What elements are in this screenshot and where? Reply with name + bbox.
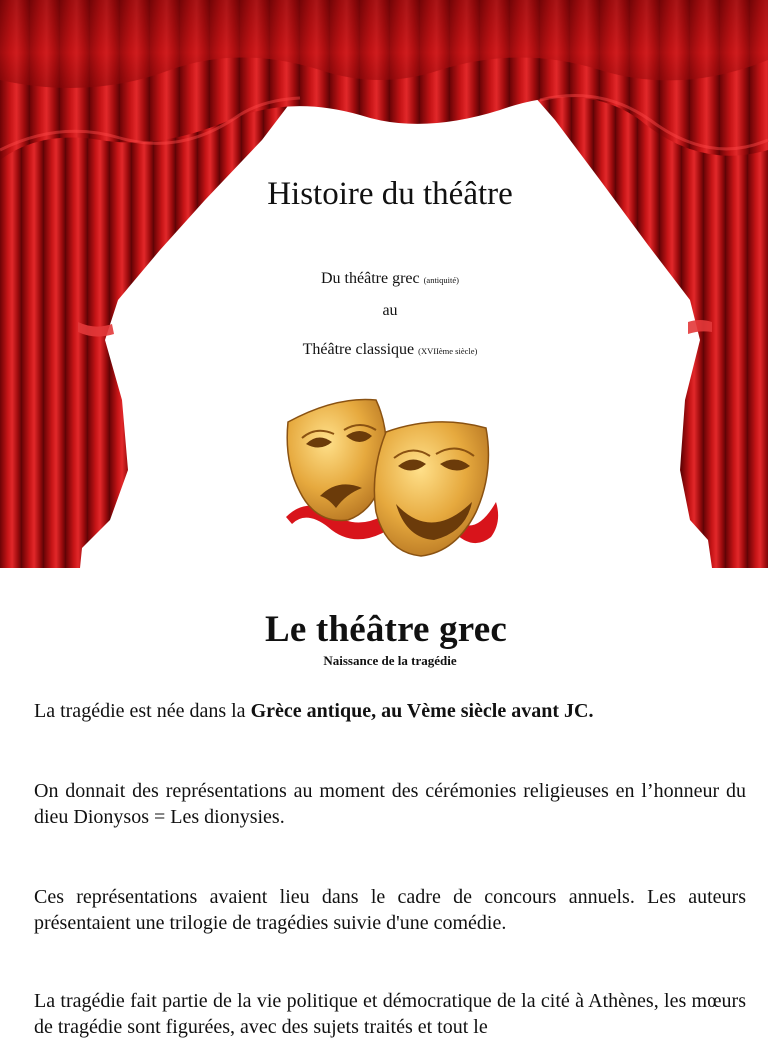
paragraph-2: On donnait des représentations au moment des cérémonies religieuses en l’honneur du dieu Dionysos = Les dionysies. [34, 780, 746, 828]
cover-subtitle-line-3 [0, 341, 780, 359]
cover-line1-note: (antiquité) [423, 275, 459, 285]
paragraph-1-bold: Grèce antique, au Vème siècle avant JC. [250, 700, 594, 722]
paragraph-1 [34, 698, 746, 724]
paragraph-1-text: La tragédie est née dans la [34, 700, 251, 722]
article-section [0, 568, 768, 1038]
section-subheading: Naissance de la tragédie [323, 653, 457, 668]
cover-line3-note: (XVIIème siècle) [418, 346, 478, 356]
section-heading: Le théâtre grec [264, 609, 508, 650]
paragraph-3: Ces représentations avaient lieu dans le cadre de concours annuels. Les auteurs présentaient une trilogie de tragédies suivie d'une comédie. [34, 886, 746, 934]
tragedy-mask-icon [287, 399, 386, 520]
paragraph-4: La tragédie fait partie de la vie politique et démocratique de la cité à Athènes, les mœurs de tragédie sont figurées, avec des sujets traités et tout le [34, 990, 746, 1038]
cover-line3-text: Théâtre classique [302, 341, 415, 358]
cover-subtitle-line-2: au [382, 302, 398, 319]
theatre-masks-icon [276, 392, 508, 566]
cover-subtitle-line-1 [0, 270, 780, 288]
cover-title: Histoire du théâtre [267, 176, 513, 212]
cover-line1-text: Du théâtre grec [320, 270, 420, 287]
